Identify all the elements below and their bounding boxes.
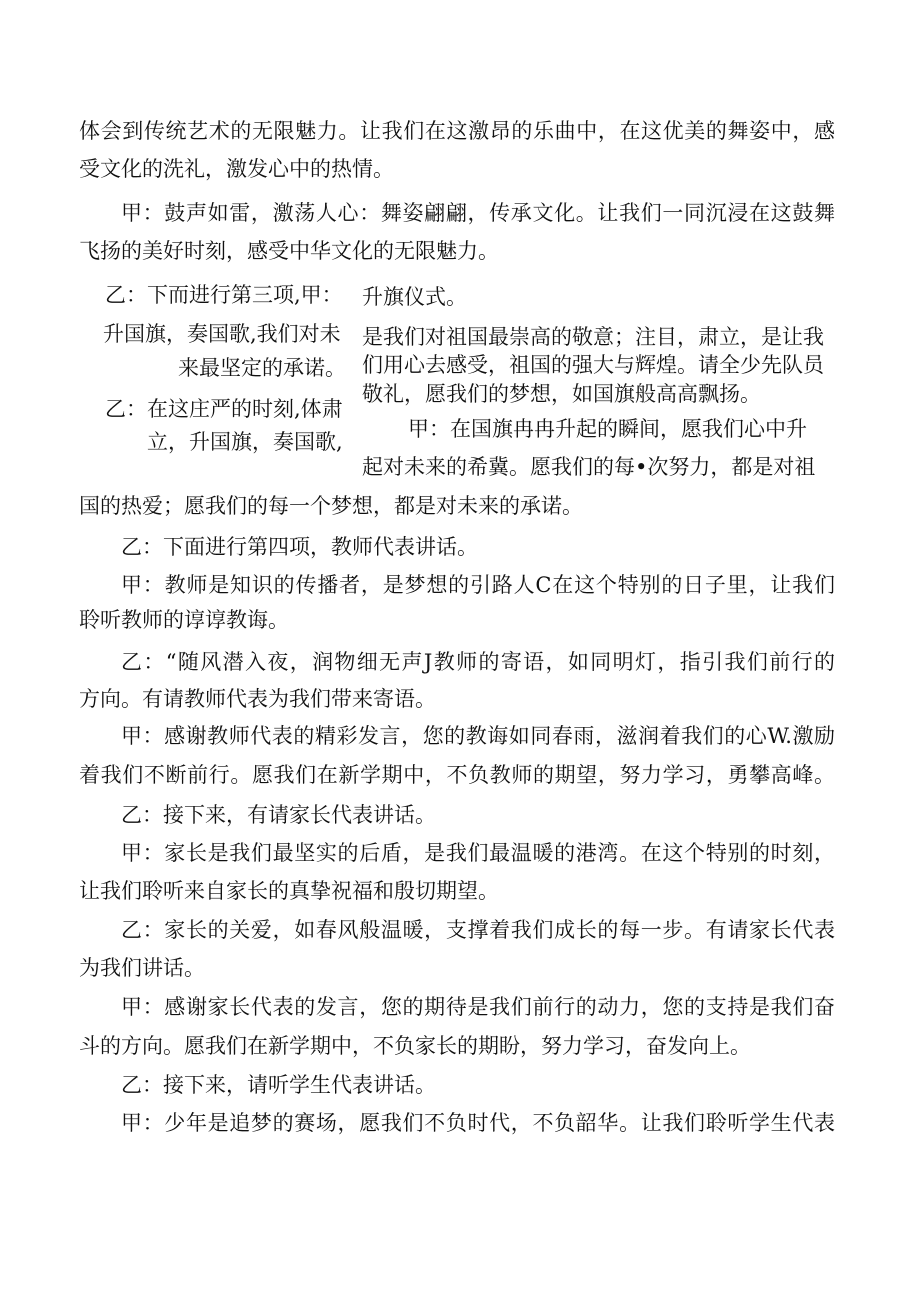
- text-line: 是我们对祖国最崇高的敬意；注目，肃立，是让我: [362, 325, 824, 349]
- text-line: 升国旗，奏国歌,我们对未: [103, 322, 341, 346]
- text-line: 升旗仪式。: [362, 285, 467, 309]
- text-line: 甲：教师是知识的传播者，是梦想的引路人C在这个特别的日子里，让我们: [121, 573, 835, 597]
- text-line: 乙：接下来，请听学生代表讲话。: [121, 1073, 436, 1097]
- text-line: 甲：少年是追梦的赛场，愿我们不负时代，不负韶华。让我们聆听学生代表: [121, 1111, 835, 1135]
- text-line: 体会到传统艺术的无限魅力。让我们在这激昂的乐曲中，在这优美的舞姿中，感: [79, 119, 835, 143]
- text-line: 甲：鼓声如雷，激荡人心：舞姿翩翩，传承文化。让我们一同沉浸在这鼓舞: [121, 201, 835, 225]
- text-line: 方向。有请教师代表为我们带来寄语。: [79, 687, 436, 711]
- text-line: 敬礼，愿我们的梦想，如国旗般高高飘扬。: [362, 382, 761, 406]
- text-line: 着我们不断前行。愿我们在新学期中，不负教师的期望，努力学习，勇攀高峰。: [79, 763, 835, 787]
- text-line: 乙：“随风潜入夜，润物细无声J教师的寄语，如同明灯，指引我们前行的: [121, 650, 835, 674]
- text-line: 们用心去感受，祖国的强大与辉煌。请全少先队员: [362, 353, 824, 377]
- text-line: 起对未来的希冀。愿我们的每•次努力，都是对祖: [362, 455, 816, 479]
- text-line: 乙：在这庄严的时刻,体肃: [105, 397, 343, 421]
- text-line: 飞扬的美好时刻，感受中华文化的无限魅力。: [79, 239, 499, 263]
- text-line: 立，升国旗，奏国歌,: [147, 430, 343, 454]
- text-line: 斗的方向。愿我们在新学期中，不负家长的期盼，努力学习，奋发向上。: [79, 1034, 751, 1058]
- text-line: 让我们聆听来自家长的真挚祝福和殷切期望。: [79, 879, 499, 903]
- text-line: 聆听教师的谆谆教诲。: [79, 608, 289, 632]
- text-line: 甲：家长是我们最坚实的后盾，是我们最温暖的港湾。在这个特别的时刻，: [121, 841, 835, 865]
- text-line: 乙：下面进行第四项，教师代表讲话。: [121, 535, 478, 559]
- text-line: 国的热爱；愿我们的每一个梦想，都是对未来的承诺。: [79, 494, 583, 518]
- text-line: 受文化的洗礼，激发心中的热情。: [79, 157, 394, 181]
- text-line: 来最坚定的承诺。: [178, 356, 346, 380]
- text-line: 甲：在国旗冉冉升起的瞬间，愿我们心中升: [408, 417, 807, 441]
- text-line: 甲：感谢教师代表的精彩发言，您的教诲如同春雨，滋润着我们的心W.激励: [121, 724, 835, 748]
- text-line: 乙：接下来，有请家长代表讲话。: [121, 803, 436, 827]
- text-line: 为我们讲话。: [79, 956, 205, 980]
- text-line: 甲：感谢家长代表的发言，您的期待是我们前行的动力，您的支持是我们奋: [121, 995, 835, 1019]
- text-line: 乙：下而进行第三项,甲：: [105, 283, 343, 307]
- text-line: 乙：家长的关爱，如春风般温暖，支撑着我们成长的每一步。有请家长代表: [121, 918, 835, 942]
